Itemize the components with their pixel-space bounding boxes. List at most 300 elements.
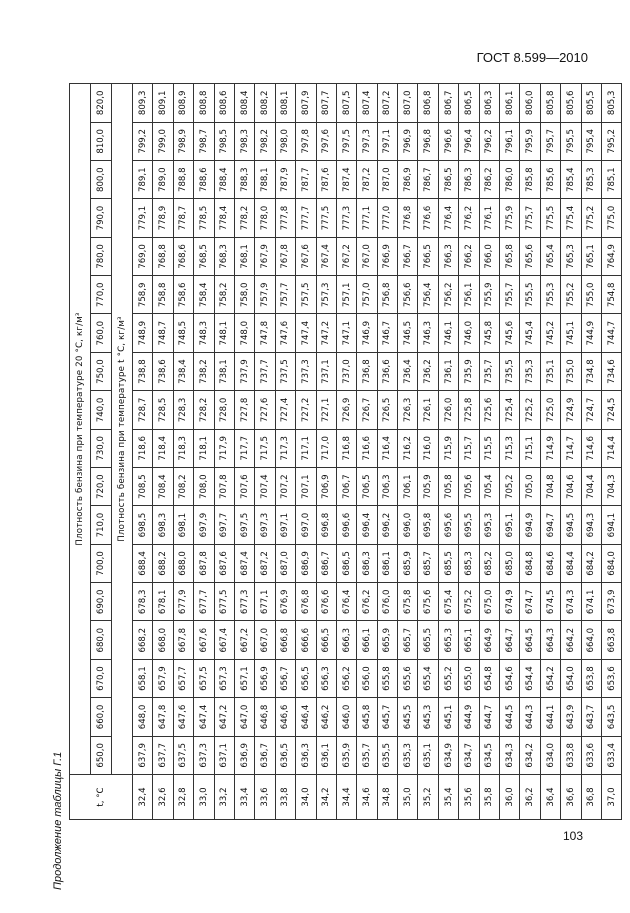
density-cell: 755,7 [500,276,520,314]
density-cell: 736,8 [357,352,377,390]
density-cell: 748,1 [214,314,234,352]
table-row [255,84,275,820]
density-cell: 735,1 [540,352,560,390]
density-cell: 657,5 [194,659,214,697]
density-cell: 643,7 [581,698,601,736]
density-cell: 654,4 [520,659,540,697]
density-cell: 767,9 [255,237,275,275]
density-cell: 696,0 [398,506,418,544]
density-cell: 685,2 [479,544,499,582]
density-cell: 676,6 [316,583,336,621]
density-cell: 676,9 [275,583,295,621]
density-cell: 704,8 [540,468,560,506]
temperature-cell: 34,0 [296,775,316,820]
density-cell: 727,2 [296,391,316,429]
density-cell: 687,0 [275,544,295,582]
density-cell: 698,3 [153,506,173,544]
density-cell: 728,5 [153,391,173,429]
table-row [357,84,377,820]
density-cell: 666,8 [275,621,295,659]
density-cell: 757,5 [296,276,316,314]
density-cell: 787,7 [296,161,316,199]
density-cell: 677,3 [234,583,254,621]
density-cell: 756,2 [438,276,458,314]
density-cell: 748,7 [153,314,173,352]
density-cell: 675,4 [438,583,458,621]
density-cell: 738,6 [153,352,173,390]
density-cell: 634,2 [520,736,540,774]
header-column-density: 650,0 [91,736,112,774]
density-cell: 766,0 [479,237,499,275]
density-cell: 767,8 [275,237,295,275]
density-cell: 678,1 [153,583,173,621]
temperature-cell: 33,2 [214,775,234,820]
density-cell: 677,7 [194,583,214,621]
density-cell: 747,8 [255,314,275,352]
density-cell: 785,6 [540,161,560,199]
density-cell: 736,2 [418,352,438,390]
density-cell: 745,1 [561,314,581,352]
density-cell: 748,0 [234,314,254,352]
density-cell: 656,9 [255,659,275,697]
header-column-density: 750,0 [91,352,112,390]
density-cell: 798,3 [234,122,254,160]
density-cell: 776,1 [479,199,499,237]
density-cell: 696,4 [357,506,377,544]
density-cell: 705,9 [418,468,438,506]
temperature-cell: 37,0 [601,775,621,820]
density-cell: 637,5 [173,736,193,774]
table-row [194,84,214,820]
density-cell: 797,5 [336,122,356,160]
header-column-density: 740,0 [91,391,112,429]
density-cell: 685,5 [438,544,458,582]
density-cell: 768,5 [194,237,214,275]
density-cell: 726,5 [377,391,397,429]
density-cell: 789,1 [133,161,153,199]
density-cell: 764,9 [601,237,621,275]
density-cell: 634,7 [459,736,479,774]
table-row [459,84,479,820]
density-cell: 663,8 [601,621,621,659]
density-cell: 664,2 [561,621,581,659]
density-cell: 795,4 [581,122,601,160]
density-cell: 806,1 [500,84,520,123]
density-cell: 737,7 [255,352,275,390]
density-cell: 665,1 [459,621,479,659]
density-cell: 667,0 [255,621,275,659]
density-cell: 635,9 [336,736,356,774]
header-column-density: 810,0 [91,122,112,160]
density-cell: 807,5 [336,84,356,123]
density-cell: 668,2 [133,621,153,659]
density-cell: 788,3 [234,161,254,199]
density-cell: 746,5 [398,314,418,352]
density-cell: 686,5 [336,544,356,582]
temperature-cell: 33,6 [255,775,275,820]
density-cell: 687,2 [255,544,275,582]
table-row [173,84,193,820]
density-cell: 705,6 [459,468,479,506]
density-cell: 808,8 [194,84,214,123]
density-cell: 655,0 [459,659,479,697]
density-cell: 775,7 [520,199,540,237]
density-cell: 665,7 [398,621,418,659]
density-cell: 745,8 [479,314,499,352]
density-cell: 717,9 [214,429,234,467]
header-column-density: 670,0 [91,659,112,697]
density-cell: 805,3 [601,84,621,123]
density-cell: 737,3 [296,352,316,390]
header-column-density: 720,0 [91,468,112,506]
density-cell: 746,3 [418,314,438,352]
density-cell: 725,2 [520,391,540,429]
temperature-cell: 35,4 [438,775,458,820]
density-cell: 785,4 [561,161,581,199]
density-cell: 664,5 [520,621,540,659]
density-cell: 633,6 [581,736,601,774]
density-cell: 667,2 [234,621,254,659]
density-cell: 708,4 [153,468,173,506]
density-cell: 694,5 [561,506,581,544]
density-cell: 806,8 [418,84,438,123]
density-cell: 798,0 [275,122,295,160]
density-cell: 775,4 [561,199,581,237]
density-cell: 737,0 [336,352,356,390]
density-cell: 647,4 [194,698,214,736]
density-cell: 645,5 [398,698,418,736]
density-cell: 809,3 [133,84,153,123]
density-cell: 646,2 [316,698,336,736]
header-density-at-20: Плотность бензина при температуре 20 °С, кг/м³ [70,84,91,775]
density-cell: 767,2 [336,237,356,275]
density-cell: 786,5 [438,161,458,199]
density-cell: 666,1 [357,621,377,659]
density-cell: 687,4 [234,544,254,582]
density-cell: 755,3 [540,276,560,314]
density-cell: 778,7 [173,199,193,237]
density-cell: 646,4 [296,698,316,736]
density-cell: 775,0 [601,199,621,237]
density-cell: 666,5 [316,621,336,659]
density-cell: 777,1 [357,199,377,237]
density-cell: 716,0 [418,429,438,467]
density-cell: 688,4 [133,544,153,582]
density-cell: 805,6 [561,84,581,123]
density-cell: 714,6 [581,429,601,467]
density-cell: 634,3 [500,736,520,774]
density-cell: 785,8 [520,161,540,199]
density-cell: 686,1 [377,544,397,582]
density-cell: 708,0 [194,468,214,506]
density-cell: 667,4 [214,621,234,659]
density-cell: 667,6 [194,621,214,659]
density-cell: 808,6 [214,84,234,123]
density-cell: 809,1 [153,84,173,123]
density-cell: 667,8 [173,621,193,659]
temperature-cell: 35,0 [398,775,418,820]
table-row [500,84,520,820]
density-cell: 777,3 [336,199,356,237]
density-cell: 674,9 [500,583,520,621]
header-column-density: 800,0 [91,161,112,199]
density-cell: 637,7 [153,736,173,774]
density-cell: 725,8 [459,391,479,429]
density-cell: 796,1 [500,122,520,160]
density-cell: 745,2 [540,314,560,352]
density-cell: 746,9 [357,314,377,352]
density-cell: 695,5 [459,506,479,544]
density-cell: 756,4 [418,276,438,314]
density-cell: 778,2 [234,199,254,237]
temperature-cell: 35,2 [418,775,438,820]
density-cell: 778,4 [214,199,234,237]
density-cell: 786,3 [459,161,479,199]
density-cell: 755,9 [479,276,499,314]
density-cell: 695,3 [479,506,499,544]
density-cell: 676,8 [296,583,316,621]
density-cell: 706,9 [316,468,336,506]
density-cell: 685,7 [418,544,438,582]
density-cell: 655,6 [398,659,418,697]
density-cell: 738,8 [133,352,153,390]
table-row [234,84,254,820]
density-cell: 687,6 [214,544,234,582]
density-cell: 767,6 [296,237,316,275]
density-cell: 665,9 [377,621,397,659]
density-cell: 708,5 [133,468,153,506]
density-cell: 756,1 [459,276,479,314]
density-cell: 747,4 [296,314,316,352]
density-cell: 705,2 [500,468,520,506]
density-cell: 797,6 [316,122,336,160]
density-cell: 737,1 [316,352,336,390]
density-cell: 766,9 [377,237,397,275]
density-cell: 643,5 [601,698,621,736]
temperature-cell: 33,8 [275,775,295,820]
density-cell: 744,9 [581,314,601,352]
density-cell: 789,0 [153,161,173,199]
density-cell: 647,6 [173,698,193,736]
header-column-density: 730,0 [91,429,112,467]
density-cell: 656,5 [296,659,316,697]
density-cell: 767,0 [357,237,377,275]
density-cell: 717,1 [296,429,316,467]
density-cell: 633,8 [561,736,581,774]
density-cell: 647,8 [153,698,173,736]
density-cell: 807,2 [377,84,397,123]
density-cell: 799,0 [153,122,173,160]
density-cell: 685,3 [459,544,479,582]
density-cell: 796,4 [459,122,479,160]
header-column-density: 820,0 [91,84,112,123]
density-cell: 736,4 [398,352,418,390]
density-cell: 725,4 [500,391,520,429]
density-cell: 697,5 [234,506,254,544]
table-row [520,84,540,820]
density-cell: 796,6 [438,122,458,160]
density-cell: 644,5 [500,698,520,736]
density-cell: 807,9 [296,84,316,123]
density-cell: 697,9 [194,506,214,544]
density-cell: 646,8 [255,698,275,736]
density-cell: 737,9 [234,352,254,390]
density-cell: 776,4 [438,199,458,237]
table-caption: Продолжение таблицы Г.1 [52,751,64,890]
header-column-density: 690,0 [91,583,112,621]
density-cell: 797,3 [357,122,377,160]
table-row [479,84,499,820]
density-cell: 688,2 [153,544,173,582]
density-cell: 744,7 [601,314,621,352]
density-cell: 758,9 [133,276,153,314]
density-cell: 735,7 [479,352,499,390]
density-cell: 757,1 [336,276,356,314]
density-cell: 718,1 [194,429,214,467]
density-cell: 747,6 [275,314,295,352]
density-cell: 734,6 [601,352,621,390]
temperature-cell: 32,6 [153,775,173,820]
density-cell: 795,9 [520,122,540,160]
density-cell: 716,6 [357,429,377,467]
header-column-density: 660,0 [91,698,112,736]
density-cell: 715,7 [459,429,479,467]
density-cell: 676,2 [357,583,377,621]
density-cell: 644,3 [520,698,540,736]
density-cell: 706,7 [336,468,356,506]
density-cell: 707,4 [255,468,275,506]
density-cell: 706,1 [398,468,418,506]
density-cell: 644,9 [459,698,479,736]
density-cell: 717,7 [234,429,254,467]
density-cell: 645,7 [377,698,397,736]
density-cell: 707,2 [275,468,295,506]
density-cell: 805,5 [581,84,601,123]
density-cell: 795,2 [601,122,621,160]
density-cell: 677,1 [255,583,275,621]
density-cell: 806,0 [520,84,540,123]
density-cell: 766,3 [438,237,458,275]
density-cell: 664,0 [581,621,601,659]
density-cell: 798,7 [194,122,214,160]
density-cell: 686,9 [296,544,316,582]
density-cell: 644,7 [479,698,499,736]
density-cell: 775,2 [581,199,601,237]
density-cell: 807,0 [398,84,418,123]
density-cell: 655,8 [377,659,397,697]
density-cell: 656,7 [275,659,295,697]
density-cell: 787,6 [316,161,336,199]
density-cell: 695,8 [418,506,438,544]
temperature-cell: 34,6 [357,775,377,820]
header-temperature: t, °C [70,775,133,820]
density-cell: 677,5 [214,583,234,621]
density-cell: 636,9 [234,736,254,774]
density-cell: 636,1 [316,736,336,774]
density-cell: 734,8 [581,352,601,390]
density-cell: 796,8 [418,122,438,160]
density-cell: 788,8 [173,161,193,199]
header-column-density: 680,0 [91,621,112,659]
density-cell: 665,5 [418,621,438,659]
density-cell: 684,6 [540,544,560,582]
density-cell: 746,1 [438,314,458,352]
density-cell: 698,1 [173,506,193,544]
density-cell: 654,8 [479,659,499,697]
table-row [398,84,418,820]
density-cell: 656,0 [357,659,377,697]
density-cell: 788,6 [194,161,214,199]
density-cell: 696,8 [316,506,336,544]
density-cell: 728,3 [173,391,193,429]
density-cell: 724,5 [601,391,621,429]
temperature-cell: 33,4 [234,775,254,820]
table-row [438,84,458,820]
density-cell: 668,0 [153,621,173,659]
density-cell: 654,6 [500,659,520,697]
density-cell: 795,7 [540,122,560,160]
density-cell: 727,1 [316,391,336,429]
density-cell: 636,5 [275,736,295,774]
density-cell: 777,5 [316,199,336,237]
table-row [275,84,295,820]
table-row [581,84,601,820]
density-cell: 675,6 [418,583,438,621]
density-cell: 654,2 [540,659,560,697]
density-cell: 653,8 [581,659,601,697]
density-cell: 777,7 [296,199,316,237]
density-cell: 728,0 [214,391,234,429]
density-cell: 657,7 [173,659,193,697]
table-row [153,84,173,820]
header-column-density: 760,0 [91,314,112,352]
density-cell: 705,0 [520,468,540,506]
density-cell: 756,8 [377,276,397,314]
density-cell: 765,3 [561,237,581,275]
density-cell: 757,0 [357,276,377,314]
density-cell: 808,9 [173,84,193,123]
density-cell: 718,4 [153,429,173,467]
density-cell: 707,8 [214,468,234,506]
density-cell: 645,3 [418,698,438,736]
density-cell: 705,8 [438,468,458,506]
density-cell: 706,3 [377,468,397,506]
density-cell: 697,3 [255,506,275,544]
density-cell: 635,7 [357,736,377,774]
density-cell: 664,9 [479,621,499,659]
density-cell: 673,9 [601,583,621,621]
density-cell: 757,7 [275,276,295,314]
density-cell: 769,0 [133,237,153,275]
density-cell: 634,0 [540,736,560,774]
density-cell: 655,2 [438,659,458,697]
density-cell: 657,9 [153,659,173,697]
density-cell: 808,4 [234,84,254,123]
density-cell: 718,6 [133,429,153,467]
density-cell: 707,6 [234,468,254,506]
density-cell: 704,6 [561,468,581,506]
density-cell: 645,8 [357,698,377,736]
density-cell: 704,3 [601,468,621,506]
density-cell: 697,1 [275,506,295,544]
density-cell: 796,2 [479,122,499,160]
density-cell: 675,0 [479,583,499,621]
table-row [561,84,581,820]
density-cell: 674,5 [540,583,560,621]
density-cell: 654,0 [561,659,581,697]
density-cell: 705,4 [479,468,499,506]
density-cell: 637,9 [133,736,153,774]
